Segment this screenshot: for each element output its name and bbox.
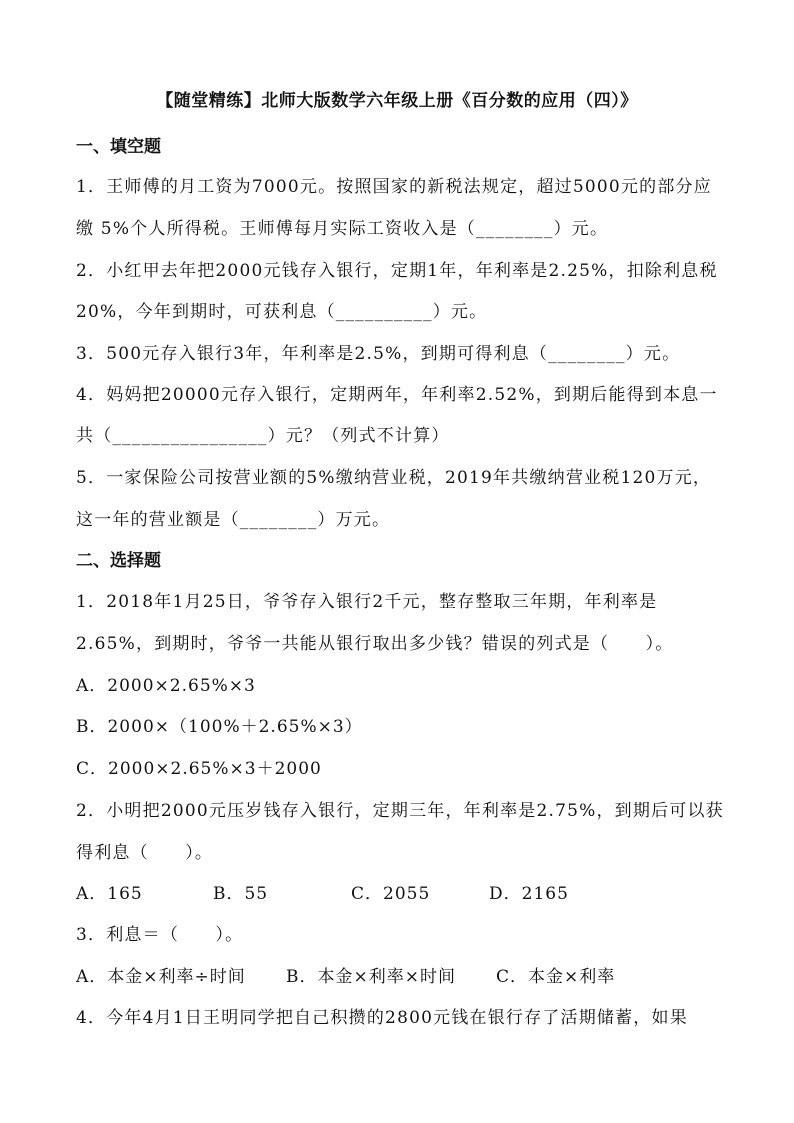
c1-option-b: B．2000×（100%＋2.65%×3） [76,717,363,737]
section-multiple-choice: 二、选择题 [76,551,161,571]
q4-line2: 共（________________）元？（列式不计算） [76,426,450,446]
c3-option-b: B．本金×利率×时间 [286,967,456,987]
q1-line2: 缴 5%个人所得税。王师傅每月实际工资收入是（________）元。 [76,219,609,239]
q4-line1: 4．妈妈把20000元存入银行，定期两年，年利率2.52%，到期后能得到本息一 [76,385,718,405]
c1-option-a: A．2000×2.65%×3 [76,676,256,696]
c2-line2: 得利息（ ）。 [76,843,214,863]
c2-option-d: D．2165 [489,884,569,904]
q2-line2: 20%，今年到期时，可获利息（__________）元。 [76,302,488,322]
c2-line1: 2．小明把2000元压岁钱存入银行，定期三年，年利率是2.75%，到期后可以获 [76,801,724,821]
c3-option-a: A．本金×利率÷时间 [76,967,246,987]
c3-line1: 3．利息＝（ ）。 [76,925,244,945]
section-fill-in-blank: 一、填空题 [76,137,161,157]
c3-option-c: C．本金×利率 [496,967,616,987]
q5-line2: 这一年的营业额是（________）万元。 [76,510,391,530]
q1-line1: 1．王师傅的月工资为7000元。按照国家的新税法规定，超过5000元的部分应 [76,177,712,197]
q2-line1: 2．小红甲去年把2000元钱存入银行，定期1年，年利率是2.25%，扣除利息税 [76,261,718,281]
page-title: 【随堂精练】北师大版数学六年级上册《百分数的应用（四）》 [156,91,638,111]
c1-line1: 1．2018年1月25日，爷爷存入银行2千元，整存整取三年期，年利率是 [76,592,658,612]
c2-option-a: A．165 [76,884,143,904]
c1-line2: 2.65%，到期时，爷爷一共能从银行取出多少钱？错误的列式是（ ）。 [76,634,674,654]
q5-line1: 5．一家保险公司按营业额的5%缴纳营业税，2019年共缴纳营业税120万元， [76,468,712,488]
q3-line1: 3．500元存入银行3年，年利率是2.5%，到期可得利息（________）元。 [76,344,681,364]
c1-option-c: C．2000×2.65%×3＋2000 [76,759,322,779]
c4-line1: 4．今年4月1日王明同学把自己积攒的2800元钱在银行存了活期储蓄，如果 [76,1008,688,1028]
c2-option-b: B．55 [213,884,269,904]
c2-option-c: C．2055 [351,884,431,904]
